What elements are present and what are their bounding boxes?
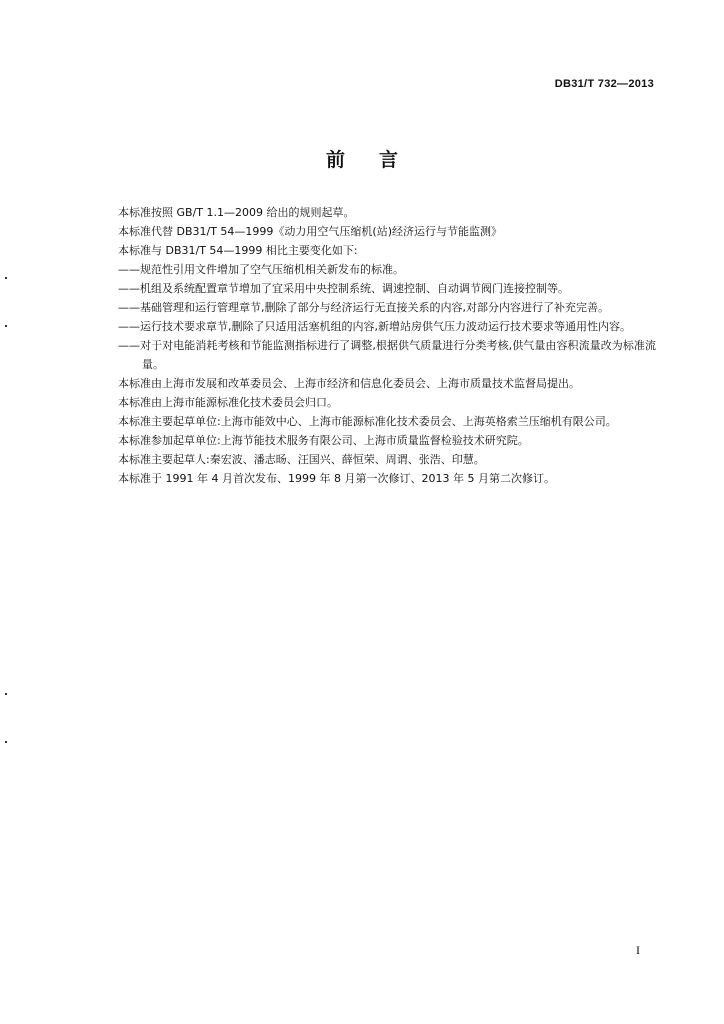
paragraph-main-drafters-org: 本标准主要起草单位:上海市能效中心、上海市能源标准化技术委员会、上海英格索兰压缩机有限公司。	[118, 415, 617, 428]
change-item: ——机组及系统配置章节增加了宜采用中央控制系统、调速控制、自动调节阀门连接控制等。	[118, 282, 569, 295]
scan-mark	[5, 693, 7, 695]
paragraph-history: 本标准于 1991 年 4 月首次发布、1999 年 8 月第一次修订、2013 年 5 月第二次修订。	[118, 472, 555, 485]
paragraph-proposed-by: 本标准由上海市发展和改革委员会、上海市经济和信息化委员会、上海市质量技术监督局提出。	[118, 377, 580, 390]
page-title: 前言	[325, 149, 432, 171]
change-item: ——规范性引用文件增加了空气压缩机相关新发布的标准。	[118, 263, 404, 276]
paragraph-drafting-rules: 本标准按照 GB/T 1.1—2009 给出的规则起草。	[118, 206, 355, 219]
change-item: ——基础管理和运行管理章节,删除了部分与经济运行无直接关系的内容,对部分内容进行了补充完善。	[118, 301, 609, 314]
paragraph-centralized-by: 本标准由上海市能源标准化技术委员会归口。	[118, 396, 338, 409]
scan-mark	[5, 325, 7, 327]
foreword-body	[94, 203, 656, 488]
paragraph-main-drafters: 本标准主要起草人:秦宏波、潘志旸、汪国兴、薛恒荣、周谓、张浩、印慧。	[118, 453, 485, 466]
scan-mark	[5, 277, 7, 279]
paragraph-replaces: 本标准代替 DB31/T 54—1999《动力用空气压缩机(站)经济运行与节能监测》	[118, 225, 503, 238]
standard-code: DB31/T 732—2013	[554, 78, 654, 90]
change-item: ——对于对电能消耗考核和节能监测指标进行了调整,根据供气质量进行分类考核,供气量由容积流量改为标准流量。	[118, 339, 656, 371]
scan-mark	[5, 741, 7, 743]
change-item: ——运行技术要求章节,删除了只适用活塞机组的内容,新增站房供气压力波动运行技术要求等通用性内容。	[118, 320, 631, 333]
paragraph-changes-intro: 本标准与 DB31/T 54—1999 相比主要变化如下:	[118, 244, 358, 257]
page-number: I	[636, 943, 640, 957]
paragraph-participating-org: 本标准参加起草单位:上海节能技术服务有限公司、上海市质量监督检验技术研究院。	[118, 434, 529, 447]
